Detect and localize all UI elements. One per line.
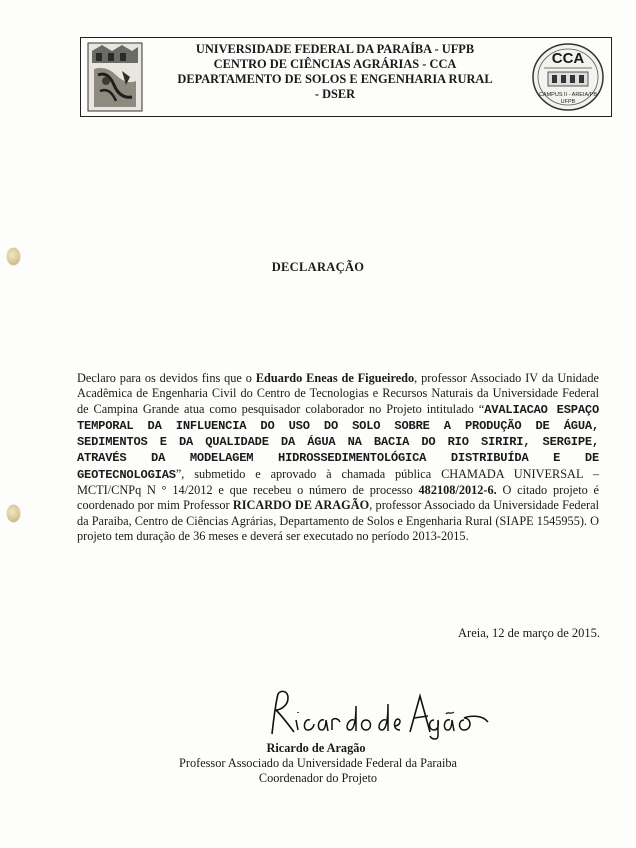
document-title: DECLARAÇÃO <box>271 260 365 274</box>
professor-name: Eduardo Eneas de Figueiredo <box>255 371 415 385</box>
header-line-center: CENTRO DE CIÊNCIAS AGRÁRIAS - CCA <box>213 57 457 71</box>
cca-logo <box>530 41 606 113</box>
coordinator-name: RICARDO DE ARAGÃO <box>232 498 370 513</box>
declaration-body <box>77 371 599 544</box>
signatory-position: Coordenador do Projeto <box>258 771 378 785</box>
header-line-department: DEPARTAMENTO DE SOLOS E ENGENHARIA RURAL <box>177 72 493 86</box>
body-text-segment: Declaro para os devidos fins que o <box>77 371 256 385</box>
handwritten-signature <box>262 686 492 742</box>
cca-logo-caption: CAMPUS II - AREIA/PB <box>538 92 598 98</box>
body-text-segment: O citado projeto é coordenado por mim Professor <box>77 483 600 513</box>
ufpb-logo <box>86 41 144 113</box>
process-number: 482108/2012-6. <box>418 483 497 498</box>
place-and-date: Areia, 12 de março de 2015. <box>458 626 600 640</box>
signature-block <box>0 741 636 786</box>
body-text-segment: ”, submetido e aprovado à chamada pública CHAMADA UNIVERSAL – MCTI/CNPq N ° 14/2012 e que recebeu o número de processo <box>77 466 599 498</box>
svg-text:CCA: CCA <box>551 50 585 67</box>
svg-text:UFPB: UFPB <box>560 99 576 105</box>
signatory-name: Ricardo de Aragão <box>266 741 366 755</box>
body-text-segment: , professor Associado da Universidade Federal da Paraiba, Centro de Ciências Agrárias, Departamento de Solos e Engenharia Rural (SIAPE 1545955). O projeto tem duração de 36 meses e deverá ser executado no período 2013-2015. <box>77 498 599 543</box>
project-title: AVALIACAO ESPAÇO TEMPORAL DA INFLUENCIA DO USO DO SOLO SOBRE A PRODUÇÃO DE ÁGUA, SEDIMENTOS E DA QUALIDADE DA ÁGUA NA BACIA DO RIO SIRIRI, SERGIPE, ATRAVÉS DA MODELAGEM HIDROSSEDIMENTOLÓGICA DISTRIBUÍDA E DE GEOTECNOLOGIAS <box>77 402 599 482</box>
institution-header <box>150 42 520 102</box>
header-line-dser: - DSER <box>314 87 356 101</box>
signatory-role: Professor Associado da Universidade Federal da Paraiba <box>179 756 457 770</box>
body-text-segment: , professor Associado IV da Unidade Acadêmica de Engenharia Civil do Centro de Tecnologias e Recursos Naturais da Universidade Federal de Campina Grande atua como pesquisador colaborador no Projeto intitulado “ <box>77 371 599 416</box>
header-line-university: UNIVERSIDADE FEDERAL DA PARAÍBA - UFPB <box>195 42 475 56</box>
binder-hole <box>7 505 20 522</box>
